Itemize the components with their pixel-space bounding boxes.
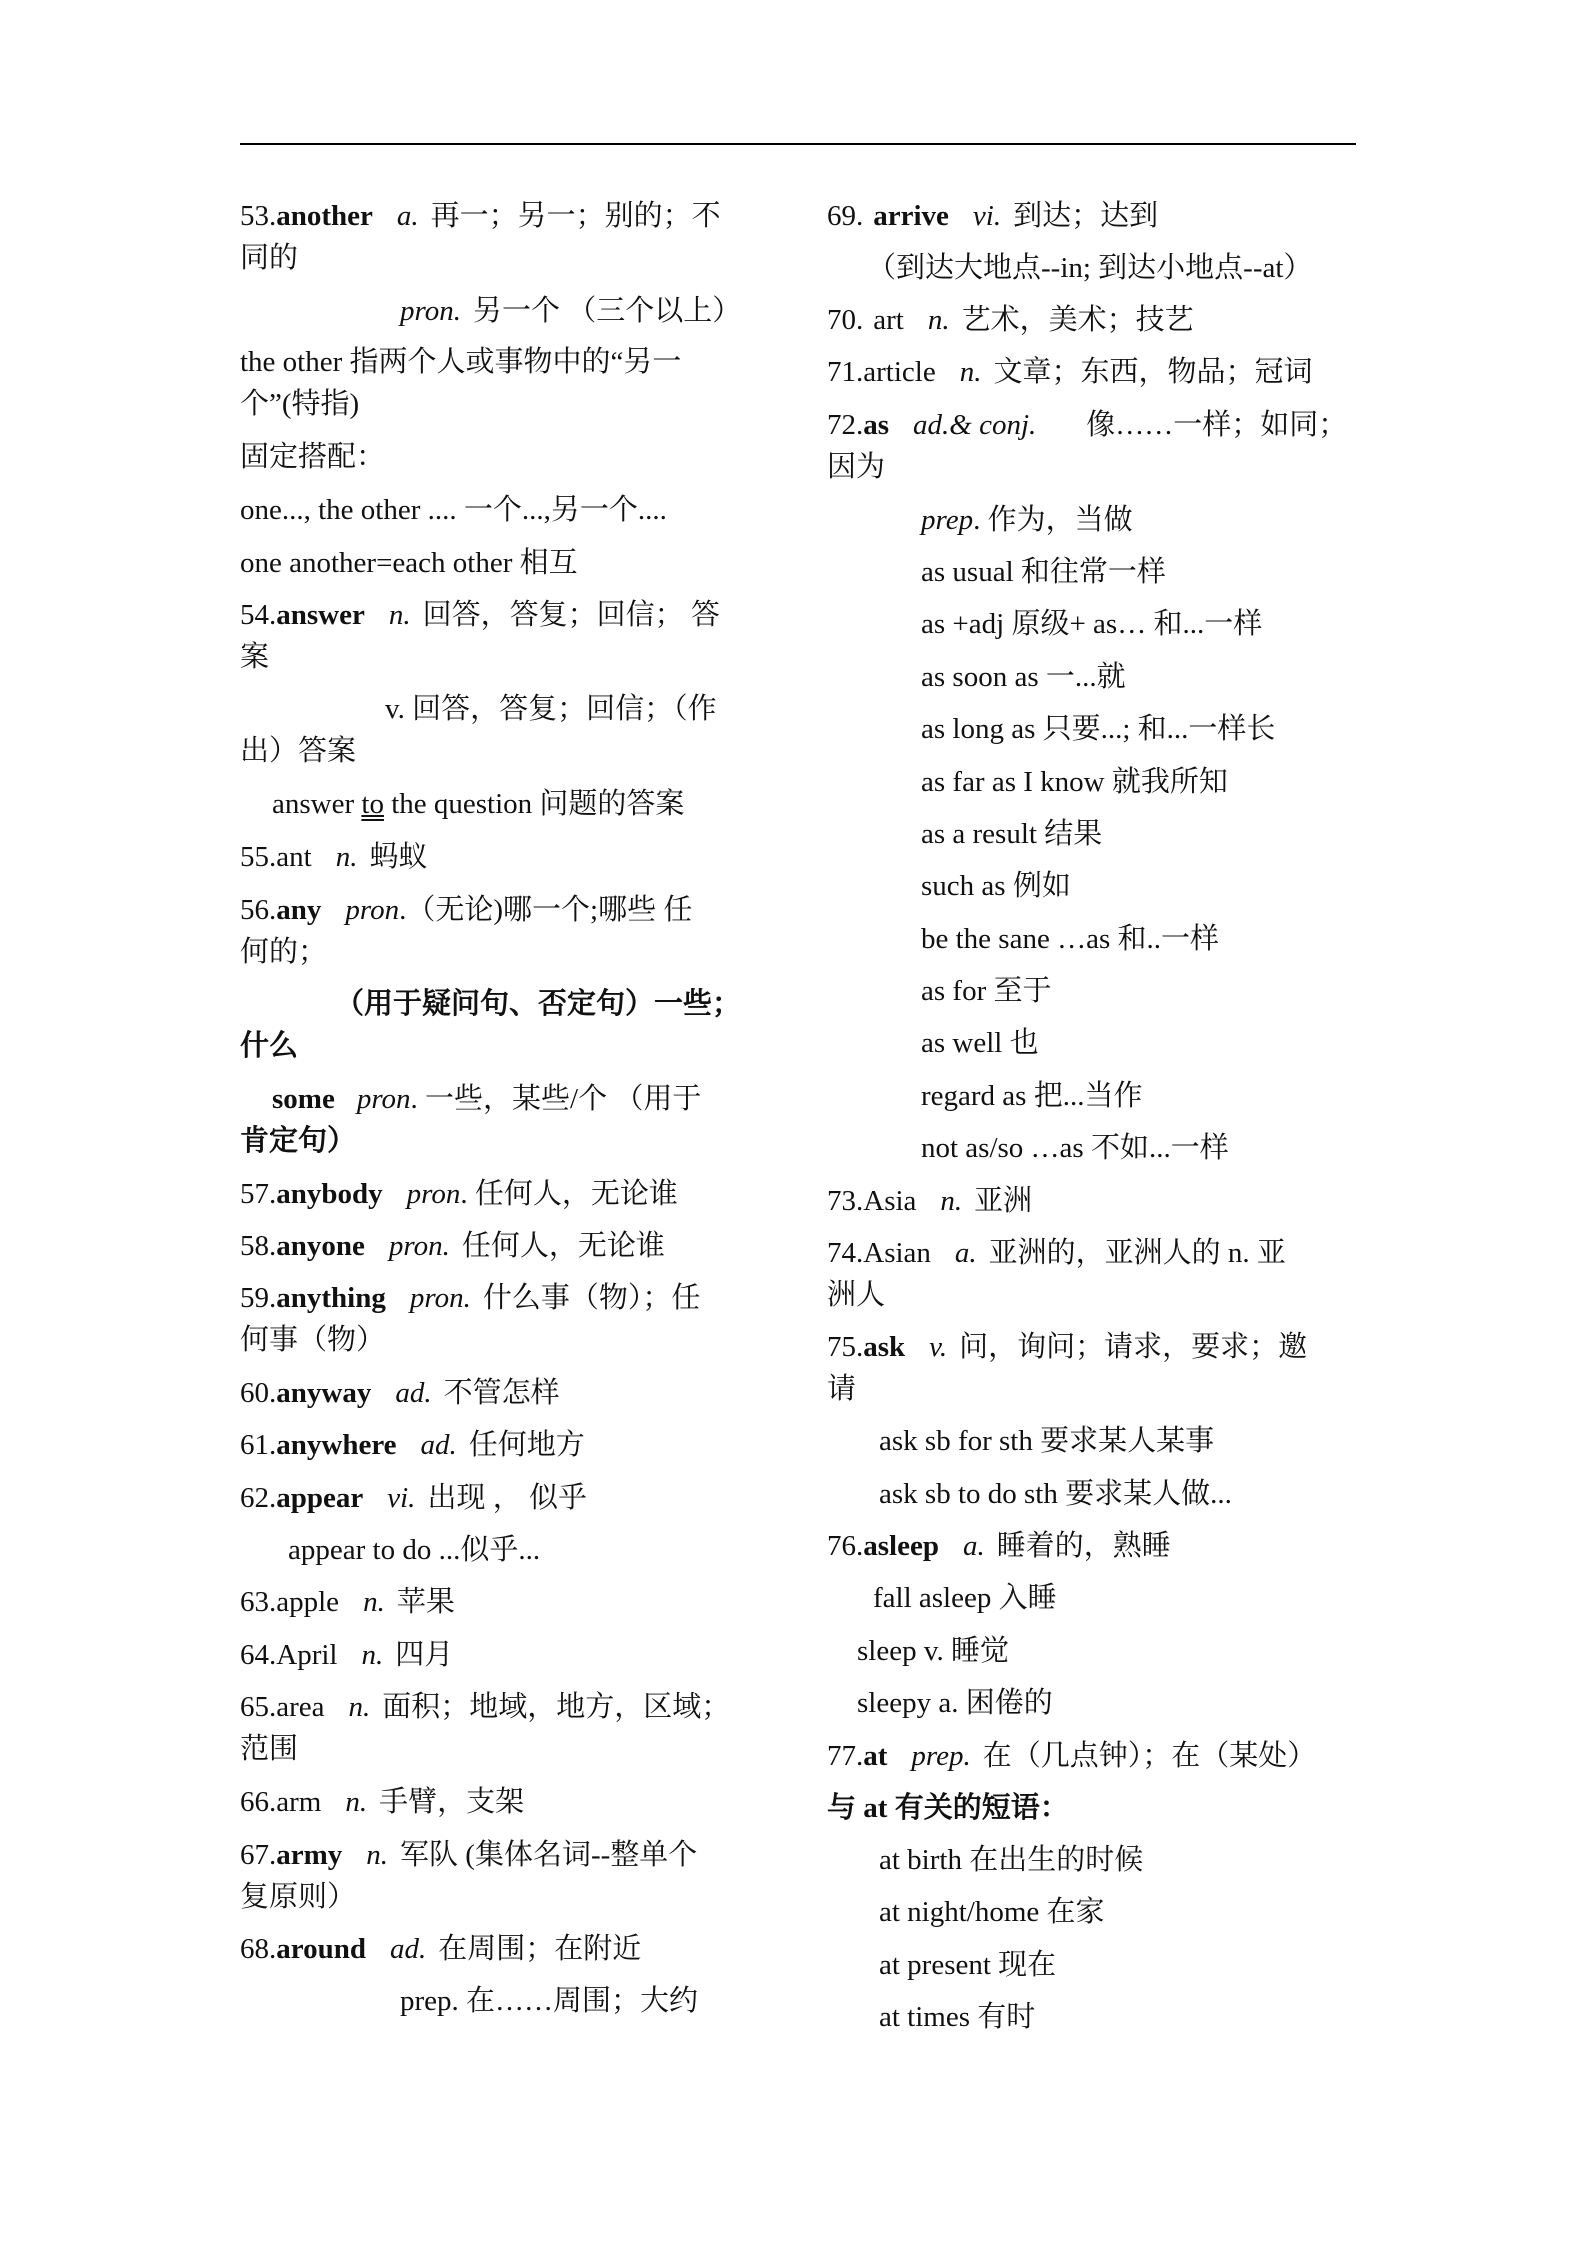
headword: apple — [276, 1586, 340, 1618]
phrase-line: fall asleep 入睡 — [873, 1582, 1057, 1614]
definition: 睡着的，熟睡 — [996, 1530, 1171, 1562]
entry-number: 53. — [240, 200, 277, 232]
entry-61 — [240, 1424, 585, 1466]
headword: anybody — [276, 1178, 383, 1210]
usage-note-cont: 什么 — [240, 1030, 299, 1062]
entry-53 — [240, 195, 721, 237]
part-of-speech: pron — [406, 1178, 461, 1210]
note-line: the other 指两个人或事物中的“另一 — [240, 346, 682, 378]
entry-number: 62. — [240, 1482, 277, 1514]
headword: anything — [276, 1282, 386, 1314]
phrase-line: as a result 结果 — [921, 818, 1103, 850]
part-of-speech: prep — [921, 504, 974, 536]
entry-57 — [240, 1173, 678, 1215]
phrase-line: one another=each other 相互 — [240, 547, 578, 579]
part-of-speech: pron. — [400, 295, 461, 327]
definition: 文章；东西，物品；冠词 — [993, 356, 1313, 388]
note-line: 个”(特指) — [240, 388, 360, 420]
definition-cont: 案 — [240, 641, 270, 673]
entry-74 — [827, 1232, 1286, 1274]
headword: article — [863, 356, 936, 388]
phrase-line: as +adj 原级+ as… 和...一样 — [921, 608, 1263, 640]
headword: April — [276, 1639, 338, 1671]
related-word: sleep v. 睡觉 — [857, 1635, 1009, 1667]
entry-58 — [240, 1225, 665, 1267]
entry-55 — [240, 836, 427, 878]
definition: 任何人，无论谁 — [461, 1230, 665, 1262]
definition: 在（几点钟）；在（某处） — [982, 1740, 1317, 1772]
definition: 像……一样；如同； — [1086, 409, 1348, 441]
headword: anyway — [276, 1377, 372, 1409]
related-word — [272, 1078, 701, 1120]
definition: 另一个 （三个以上） — [472, 295, 742, 327]
definition: 蚂蚁 — [369, 841, 428, 873]
definition: 四月 — [395, 1639, 454, 1671]
entry-72 — [827, 404, 1347, 446]
part-of-speech: vi. — [972, 200, 1002, 232]
headword: around — [276, 1933, 366, 1965]
header-rule — [240, 143, 1356, 145]
part-of-speech: n. — [388, 599, 411, 631]
entry-73 — [827, 1180, 1032, 1222]
sense-line: v. 回答，答复；回信；（作 — [385, 693, 717, 725]
phrase-line: such as 例如 — [921, 870, 1071, 902]
definition: 亚洲的，亚洲人的 n. 亚 — [988, 1237, 1286, 1269]
headword: army — [276, 1839, 343, 1871]
headword: anywhere — [276, 1429, 397, 1461]
entry-64 — [240, 1634, 453, 1676]
definition: 不管怎样 — [443, 1377, 560, 1409]
definition: 面积；地域，地方，区域； — [382, 1691, 731, 1723]
related-word: sleepy a. 困倦的 — [857, 1687, 1053, 1719]
phrase-line: appear to do ...似乎... — [288, 1534, 541, 1566]
entry-77 — [827, 1735, 1316, 1777]
phrase-line — [272, 783, 684, 825]
definition-cont: 同的 — [240, 242, 299, 274]
collocation-heading: 固定搭配： — [240, 441, 386, 473]
part-of-speech: pron — [345, 894, 400, 926]
definition: . 一些，某些/个 （用于 — [410, 1083, 702, 1115]
definition: 什么事（物）；任 — [482, 1282, 701, 1314]
definition: . 任何人，无论谁 — [460, 1178, 678, 1210]
entry-number: 64. — [240, 1639, 277, 1671]
entry-number: 72. — [827, 409, 864, 441]
entry-number: 57. — [240, 1178, 277, 1210]
headword: at — [863, 1740, 888, 1772]
headword: anyone — [276, 1230, 365, 1262]
phrase-line: at present 现在 — [879, 1949, 1057, 1981]
definition: 出现 ， 似乎 — [427, 1482, 587, 1514]
headword: some — [272, 1083, 335, 1115]
part-of-speech: a. — [396, 200, 419, 232]
headword: another — [276, 200, 373, 232]
phrase-line: ask sb to do sth 要求某人做... — [879, 1478, 1232, 1510]
usage-note: （到达大地点--in; 到达小地点--at） — [867, 252, 1313, 284]
entry-number: 70. — [827, 304, 864, 336]
part-of-speech: a. — [954, 1237, 977, 1269]
part-of-speech: pron — [356, 1083, 411, 1115]
phrase-line: at birth 在出生的时候 — [879, 1844, 1144, 1876]
entry-60 — [240, 1372, 560, 1414]
definition-cont: 何事（物） — [240, 1324, 386, 1356]
entry-number: 66. — [240, 1786, 277, 1818]
definition-cont: 出）答案 — [240, 735, 357, 767]
headword: asleep — [863, 1530, 939, 1562]
phrase-line: as well 也 — [921, 1027, 1039, 1059]
underlined-word: to — [361, 788, 384, 820]
headword: appear — [276, 1482, 364, 1514]
phrase-line: be the sane …as 和..一样 — [921, 923, 1219, 955]
part-of-speech: ad.& conj. — [913, 409, 1037, 441]
headword: Asian — [863, 1237, 931, 1269]
entry-66 — [240, 1781, 524, 1823]
entry-number: 61. — [240, 1429, 277, 1461]
entry-69 — [827, 195, 1158, 237]
headword: arrive — [873, 200, 949, 232]
entry-56 — [240, 889, 692, 931]
entry-76 — [827, 1525, 1171, 1567]
headword: arm — [276, 1786, 322, 1818]
definition: 到达；达到 — [1013, 200, 1159, 232]
part-of-speech: n. — [959, 356, 982, 388]
phrase-line: at times 有时 — [879, 2001, 1036, 2033]
definition: .（无论)哪一个;哪些 任 — [399, 894, 693, 926]
phrase-line: as far as I know 就我所知 — [921, 766, 1228, 798]
phrase-line: one..., the other .... 一个...,另一个.... — [240, 494, 667, 526]
part-of-speech: n. — [361, 1639, 384, 1671]
headword: ask — [863, 1331, 906, 1363]
entry-number: 67. — [240, 1839, 277, 1871]
part-of-speech: vi. — [387, 1482, 416, 1514]
part-of-speech: prep. — [911, 1740, 971, 1772]
definition-cont: 何的； — [240, 936, 328, 968]
part-of-speech: v. — [929, 1331, 948, 1363]
definition-cont: 因为 — [827, 451, 886, 483]
heading-part: 有关的短语： — [887, 1792, 1069, 1824]
heading-keyword: at — [863, 1792, 888, 1824]
part-of-speech: a. — [962, 1530, 985, 1562]
definition: 亚洲 — [974, 1185, 1033, 1217]
phrase-line: as soon as 一...就 — [921, 661, 1126, 693]
entry-number: 71. — [827, 356, 864, 388]
definition-cont: 复原则） — [240, 1881, 357, 1913]
entry-number: 76. — [827, 1530, 864, 1562]
headword: ant — [276, 841, 312, 873]
definition: 手臂，支架 — [379, 1786, 525, 1818]
entry-63 — [240, 1581, 455, 1623]
entry-number: 69. — [827, 200, 864, 232]
definition: 任何地方 — [468, 1429, 585, 1461]
headword: art — [873, 304, 904, 336]
entry-54 — [240, 594, 720, 636]
entry-number: 63. — [240, 1586, 277, 1618]
phrase-line: as long as 只要...; 和...一样长 — [921, 713, 1276, 745]
definition-cont: 洲人 — [827, 1279, 886, 1311]
headword: any — [276, 894, 322, 926]
headword: as — [863, 409, 890, 441]
sense-line — [921, 499, 1133, 541]
entry-68 — [240, 1928, 641, 1970]
entry-number: 65. — [240, 1691, 277, 1723]
part-of-speech: n. — [348, 1691, 371, 1723]
entry-70 — [827, 299, 1194, 341]
part-of-speech: pron. — [409, 1282, 471, 1314]
definition: 苹果 — [396, 1586, 455, 1618]
entry-65 — [240, 1686, 730, 1728]
headword: area — [276, 1691, 325, 1723]
phrase-part: the question 问题的答案 — [383, 788, 685, 820]
entry-number: 75. — [827, 1331, 864, 1363]
part-of-speech: n. — [366, 1839, 389, 1871]
part-of-speech: n. — [940, 1185, 963, 1217]
entry-71 — [827, 351, 1312, 393]
headword: answer — [276, 599, 365, 631]
entry-number: 68. — [240, 1933, 277, 1965]
definition: 回答，答复；回信； 答 — [422, 599, 720, 631]
part-of-speech: n. — [927, 304, 950, 336]
entry-number: 77. — [827, 1740, 864, 1772]
part-of-speech: ad. — [389, 1933, 427, 1965]
entry-number: 74. — [827, 1237, 864, 1269]
definition: 军队 (集体名词--整单个 — [400, 1839, 698, 1871]
phrase-line: as for 至于 — [921, 975, 1052, 1007]
part-of-speech: ad. — [420, 1429, 457, 1461]
phrase-heading — [827, 1787, 1069, 1829]
phrase-line: at night/home 在家 — [879, 1896, 1105, 1928]
sense-line: prep. 在……周围；大约 — [400, 1985, 699, 2017]
entry-59 — [240, 1277, 700, 1319]
definition-cont: 肯定句） — [240, 1125, 357, 1157]
phrase-line: regard as 把...当作 — [921, 1080, 1143, 1112]
entry-67 — [240, 1834, 697, 1876]
phrase-part: answer — [272, 788, 362, 820]
part-of-speech: n. — [335, 841, 358, 873]
definition: 问，询问；请求，要求；邀 — [959, 1331, 1308, 1363]
definition-cont: 请 — [827, 1373, 857, 1405]
sense-line — [400, 290, 741, 332]
entry-75 — [827, 1326, 1307, 1368]
part-of-speech: ad. — [395, 1377, 432, 1409]
part-of-speech: pron. — [388, 1230, 450, 1262]
usage-note: （用于疑问句、否定句）一些； — [335, 988, 742, 1020]
phrase-line: not as/so …as 不如...一样 — [921, 1132, 1229, 1164]
headword: Asia — [863, 1185, 917, 1217]
entry-62 — [240, 1477, 587, 1519]
part-of-speech: n. — [363, 1586, 385, 1618]
entry-number: 60. — [240, 1377, 277, 1409]
definition: 艺术，美术；技艺 — [961, 304, 1194, 336]
entry-number: 56. — [240, 894, 277, 926]
entry-number: 55. — [240, 841, 277, 873]
phrase-line: as usual 和往常一样 — [921, 556, 1166, 588]
entry-number: 58. — [240, 1230, 277, 1262]
entry-number: 73. — [827, 1185, 864, 1217]
heading-part: 与 — [827, 1792, 864, 1824]
definition: 在周围；在附近 — [438, 1933, 642, 1965]
entry-number: 54. — [240, 599, 277, 631]
definition: . 作为，当做 — [973, 504, 1133, 536]
definition-cont: 范围 — [240, 1733, 299, 1765]
part-of-speech: n. — [345, 1786, 368, 1818]
entry-number: 59. — [240, 1282, 277, 1314]
definition: 再一；另一；别的；不 — [430, 200, 721, 232]
phrase-line: ask sb for sth 要求某人某事 — [879, 1425, 1215, 1457]
